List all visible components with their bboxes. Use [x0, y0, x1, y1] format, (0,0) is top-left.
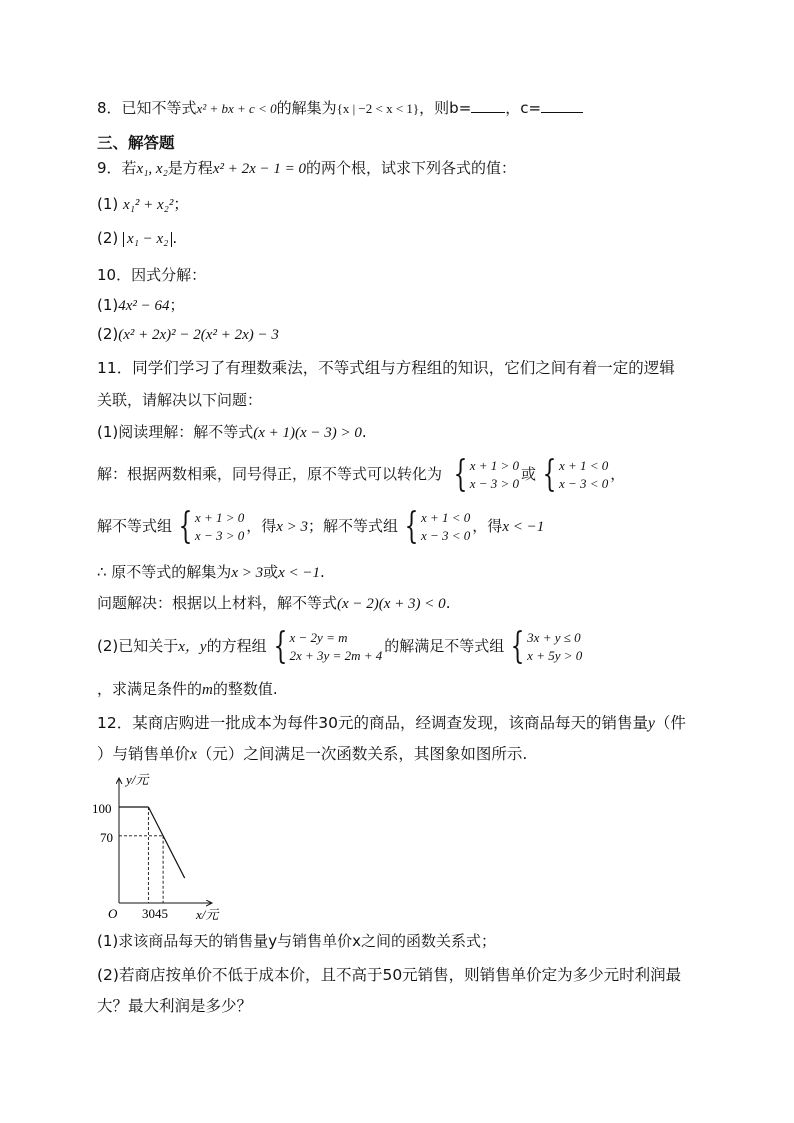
q9-p2-label: (2): [97, 229, 119, 247]
q11-line1: 11．同学们学习了有理数乘法，不等式组与方程组的知识，它们之间有着一定的逻辑: [97, 359, 675, 377]
q9-p1-end: ；: [173, 195, 189, 213]
q10-p1-end: ；: [169, 296, 185, 314]
q11-read-label: (1)阅读理解：解不等式: [97, 423, 254, 441]
q12-line2b: （元）之间满足一次函数关系，其图象如图所示.: [196, 745, 528, 763]
q11-solve-b: ；解不等式组: [308, 517, 399, 535]
q8-b-label: ，则b=: [419, 99, 472, 117]
q8-sep: ，c=: [505, 99, 542, 117]
q9-p1-label: (1): [97, 195, 119, 213]
q11-res-a: x > 3: [276, 519, 309, 535]
q12-part1: (1)求该商品每天的销售量y与销售单价x之间的函数关系式；: [97, 932, 497, 950]
q11-solve-systems: [97, 506, 544, 547]
q9-p2-end: .: [172, 229, 178, 247]
q11-system-b-again: { x + 1 < 0 x − 3 < 0: [404, 505, 471, 547]
q12-part2-line2: 大？最大利润是多少？: [97, 997, 253, 1015]
q11-res-b: x < −1: [502, 519, 545, 535]
q11-or: 或: [521, 465, 537, 483]
q11-final-end: .: [320, 563, 325, 581]
q11-final-or: 或: [263, 563, 279, 581]
q9-p2-expr: x₁ − x₂: [123, 232, 172, 247]
q11-p2-var-m: m: [202, 682, 213, 698]
y-axis-label: y/元: [126, 772, 149, 787]
sys-d-row1: 3x + y ≤ 0: [527, 629, 581, 645]
q11-sol-prefix: 解：根据两数相乘，同号得正，原不等式可以转化为: [97, 465, 443, 483]
q11-part2-line2: [97, 678, 278, 699]
sys-b2-row2: x − 3 < 0: [420, 527, 471, 543]
q10-part1: [97, 294, 185, 315]
q11-final-b: x < −1: [278, 565, 321, 581]
q11-therefore-text: ∴ 原不等式的解集为: [97, 563, 232, 581]
q11-read: [97, 421, 367, 442]
q11-problem-expr: (x − 2)(x + 3) < 0: [337, 596, 446, 612]
q12-line2: [97, 742, 527, 764]
q12-line1-var: y: [647, 715, 655, 732]
q11-system-a: { x + 1 > 0 x − 3 > 0: [453, 453, 520, 495]
sys-d-row2: x + 5y > 0: [527, 647, 583, 663]
q9-mid: 是方程: [167, 159, 213, 177]
x-axis-label: x/元: [196, 907, 219, 922]
sys-b2-row1: x + 1 < 0: [420, 509, 471, 525]
q11-therefore: [97, 561, 325, 582]
q11-problem: [97, 592, 450, 613]
q8-prefix: 8．已知不等式: [97, 99, 197, 117]
q8-set: {x | −2 < x < 1}: [336, 101, 420, 116]
q12-line1a: 12．某商店购进一批成本为每件30元的商品，经调查发现，该商品每天的销售量: [97, 714, 648, 732]
sales-chart: [90, 770, 240, 925]
q9-line: [97, 157, 516, 178]
q11-system-d: { 3x + y ≤ 0 x + 5y > 0: [510, 625, 583, 667]
q8-c-blank: [541, 98, 583, 113]
q8-line: [97, 97, 583, 118]
q11-final-a: x > 3: [231, 565, 264, 581]
q11-p2-line2a: ，求满足条件的: [97, 680, 203, 698]
q11-solution: [97, 454, 625, 494]
q11-read-expr: (x + 1)(x − 3) > 0: [253, 425, 362, 441]
sys-c-row1: x − 2y = m: [289, 629, 348, 645]
x-tick-labels: 3045: [142, 906, 168, 921]
q9-part2: [97, 229, 177, 247]
q8-expr: x² + bx + c < 0: [196, 101, 277, 116]
q12-line1: [97, 711, 686, 733]
q8-b-blank: [471, 98, 505, 113]
q11-res-a-pre: ，得: [246, 517, 277, 535]
y-tick-70: 70: [100, 830, 113, 845]
sys-a-row1: x + 1 > 0: [469, 457, 520, 473]
sys-b-row2: x − 3 < 0: [558, 475, 609, 491]
q11-p2-line2b: 的整数值.: [212, 680, 278, 698]
q11-part2: [97, 626, 584, 667]
q12-line1b: （件: [654, 714, 686, 732]
section-title: 三、解答题: [97, 134, 175, 152]
q10-p2-expr: (x² + 2x)² − 2(x² + 2x) − 3: [118, 327, 279, 343]
q11-res-b-pre: ，得: [472, 517, 503, 535]
sys-b-row1: x + 1 < 0: [558, 457, 609, 473]
q8-mid: 的解集为: [276, 99, 337, 117]
q9-eq: x² + 2x − 1 = 0: [212, 161, 306, 177]
q11-p2-mid2: 的解满足不等式组: [384, 637, 505, 655]
q11-p2-vars: x，y: [178, 639, 207, 655]
q11-line2: 关联，请解决以下问题：: [97, 391, 263, 409]
function-segment-1: [148, 807, 184, 878]
chart-marks: [119, 807, 185, 903]
origin-label: O: [108, 906, 118, 921]
q9-p1-expr: x₁² + x₂²: [123, 197, 174, 213]
q11-system-c: { x − 2y = m 2x + 3y = 2m + 4: [273, 625, 383, 667]
q11-p2-mid: 的方程组: [206, 637, 267, 655]
q9-suffix: 的两个根，试求下列各式的值：: [306, 159, 517, 177]
q10-p2-label: (2): [97, 325, 119, 343]
q11-system-a-again: { x + 1 > 0 x − 3 > 0: [178, 505, 245, 547]
sys-c-row2: 2x + 3y = 2m + 4: [289, 647, 383, 663]
q9-vars: x₁, x₂: [136, 161, 168, 177]
sys-a-row2: x − 3 > 0: [469, 475, 520, 491]
q11-solve-a: 解不等式组: [97, 517, 173, 535]
q12-line2-var: x: [190, 746, 197, 763]
sys-a2-row1: x + 1 > 0: [194, 509, 245, 525]
q11-sol-end: ，: [610, 465, 626, 483]
q9-prefix: 9．若: [97, 159, 137, 177]
q10-title: 10．因式分解：: [97, 266, 207, 284]
y-tick-100: 100: [92, 801, 112, 816]
q12-part2-line1: (2)若商店按单价不低于成本价，且不高于50元销售，则销售单价定为多少元时利润最: [97, 966, 682, 984]
q9-part1: [97, 193, 188, 214]
q11-read-end: .: [361, 423, 367, 441]
q11-system-b: { x + 1 < 0 x − 3 < 0: [542, 453, 609, 495]
q10-p1-label: (1): [97, 296, 119, 314]
q10-p1-expr: 4x² − 64: [118, 298, 170, 314]
q11-problem-label: 问题解决：根据以上材料，解不等式: [97, 594, 338, 612]
q12-line2a: ）与销售单价: [97, 745, 191, 763]
sys-a2-row2: x − 3 > 0: [194, 527, 245, 543]
q10-part2: [97, 325, 279, 344]
q11-p2-prefix: (2)已知关于: [97, 637, 179, 655]
q11-problem-end: .: [445, 594, 451, 612]
